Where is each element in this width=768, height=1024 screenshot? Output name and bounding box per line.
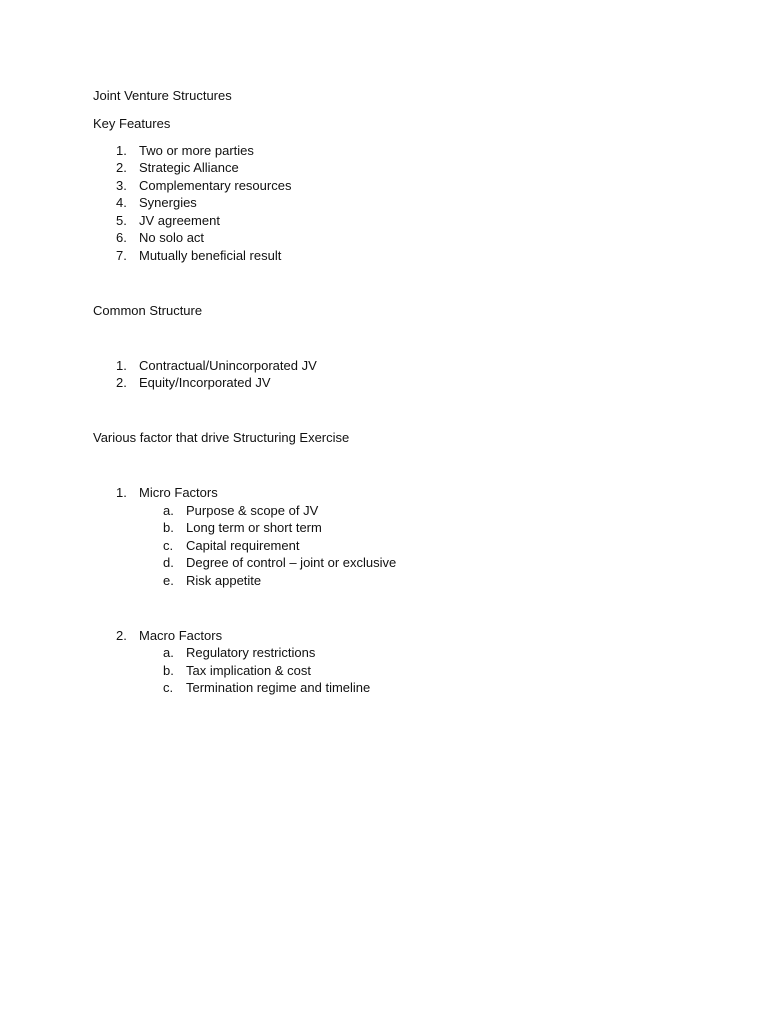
list-marker: 2. [116,160,127,175]
list-marker: 4. [116,195,127,210]
list-item-text: Strategic Alliance [139,160,239,175]
sub-list-item-text: Capital requirement [186,538,300,553]
sub-list-item-text: Tax implication & cost [186,663,311,678]
list-item-text: Two or more parties [139,143,254,158]
sub-list-marker: d. [163,555,174,570]
list-item-text: Contractual/Unincorporated JV [139,358,317,373]
list-marker: 2. [116,628,127,643]
list-marker: 3. [116,178,127,193]
sub-list-item-text: Risk appetite [186,573,262,588]
sub-list-marker: b. [163,520,174,535]
list-marker: 1. [116,485,127,500]
list-marker: 7. [116,248,127,263]
list-marker: 2. [116,375,127,390]
sub-list-item-text: Long term or short term [186,520,322,535]
sub-list-item-text: Purpose & scope of JV [186,503,319,518]
sub-list-marker: c. [163,538,174,553]
list-marker: 1. [116,358,127,373]
sub-list-marker: a. [163,645,174,660]
sub-list-marker: a. [163,503,174,518]
list-item-text: Complementary resources [139,178,292,193]
sub-list-marker: c. [163,680,174,695]
document-title: Joint Venture Structures [93,88,232,103]
factors-heading: Various factor that drive Structuring Exercise [93,430,350,445]
sub-list-marker: e. [163,573,174,588]
sub-list-item-text: Termination regime and timeline [186,680,371,695]
list-item-text: Macro Factors [139,628,223,643]
list-item-text: Micro Factors [139,485,218,500]
list-marker: 1. [116,143,127,158]
list-item-text: Mutually beneficial result [139,248,282,263]
sub-list-item-text: Degree of control – joint or exclusive [186,555,397,570]
sub-list-item-text: Regulatory restrictions [186,645,316,660]
list-item-text: Synergies [139,195,197,210]
list-marker: 6. [116,230,127,245]
common-structure-heading: Common Structure [93,303,203,318]
list-marker: 5. [116,213,127,228]
list-item-text: Equity/Incorporated JV [139,375,271,390]
list-item-text: JV agreement [139,213,220,228]
list-item-text: No solo act [139,230,205,245]
key-features-heading: Key Features [93,116,171,131]
sub-list-marker: b. [163,663,174,678]
